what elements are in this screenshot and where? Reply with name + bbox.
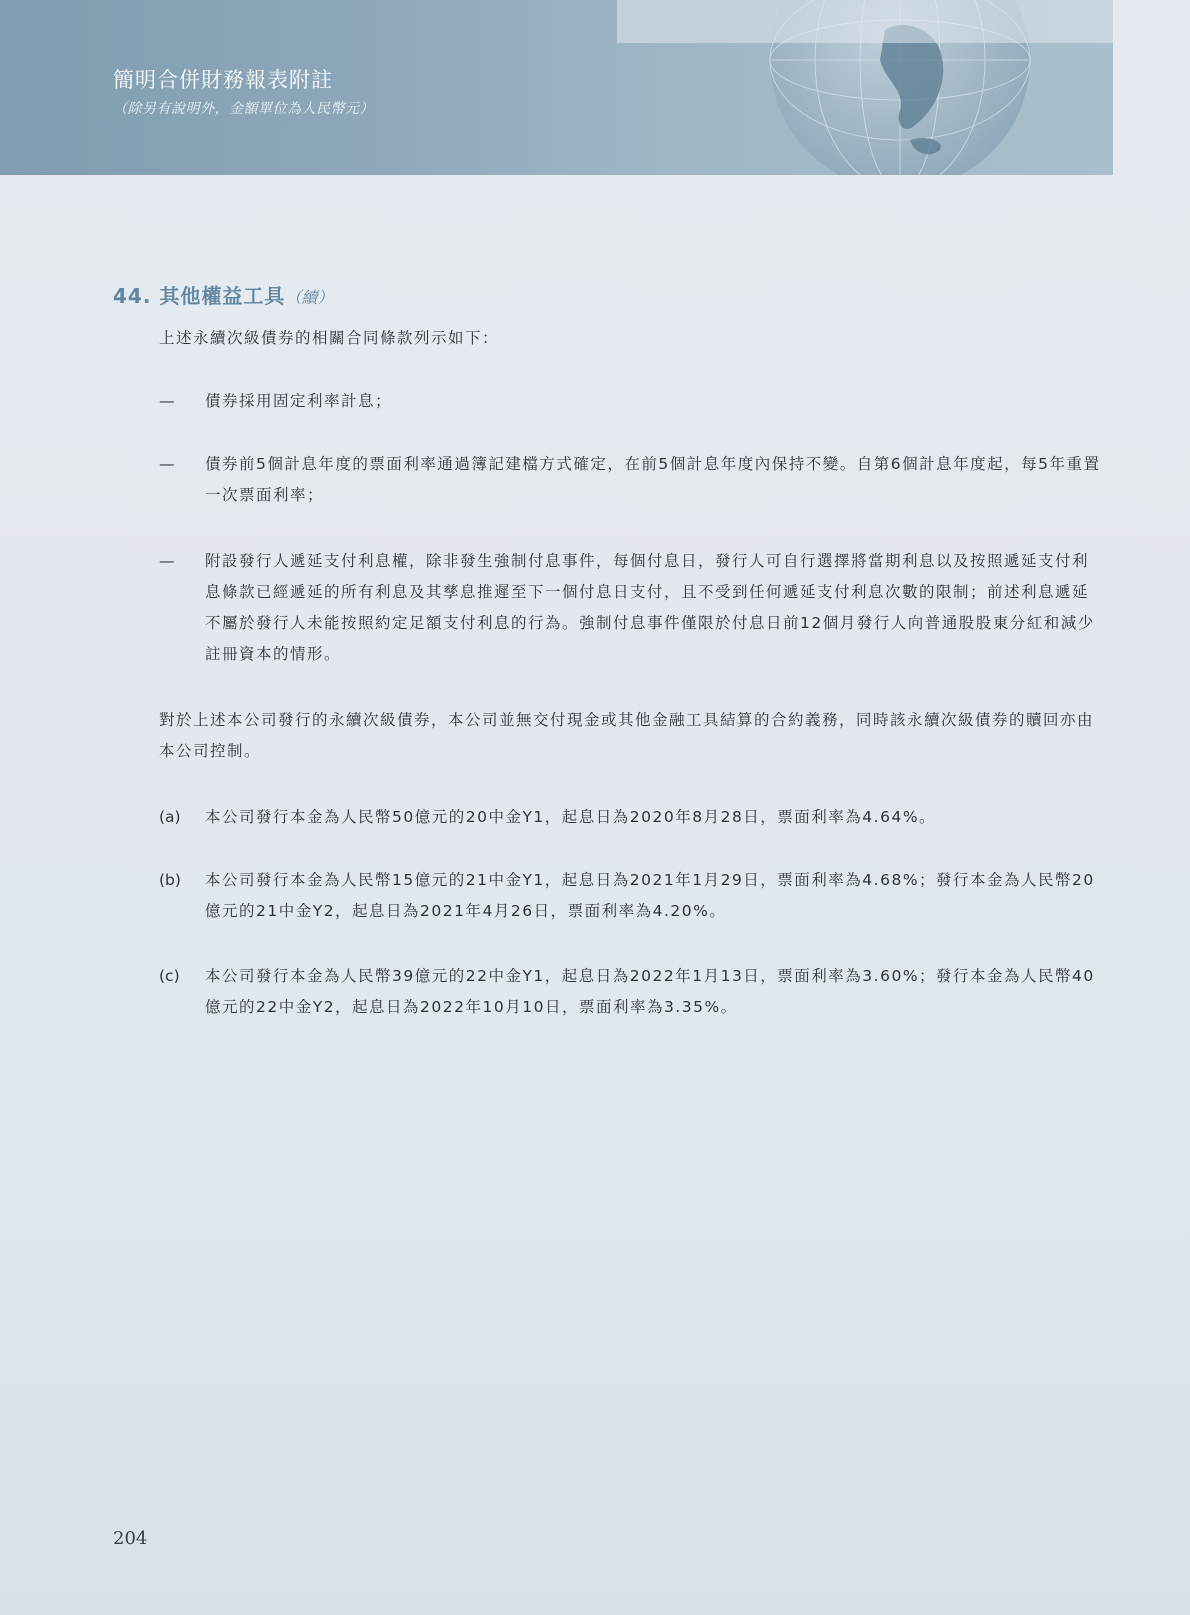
header-right-strip — [1113, 43, 1190, 175]
item-marker: (a) — [159, 808, 181, 826]
issue-text: 本公司發行本金為人民幣50億元的20中金Y1，起息日為2020年8月28日，票面利率為4.64%。 — [205, 808, 937, 826]
section-number: 44. — [113, 284, 152, 308]
page-number: 204 — [113, 1528, 148, 1549]
term-text: 附設發行人遞延支付利息權，除非發生強制付息事件，每個付息日，發行人可自行選擇將當期利息以及按照遞延支付利息條款已經遞延的所有利息及其孳息推遲至下一個付息日支付，且不受到任何遞延支付利息次數的限制；前述利息遞延不屬於發行人未能按照約定足額支付利息的行為。強制付息事件僅限於付息日前12個月發行人向普通股股東分紅和減少註冊資本的情形。 — [205, 552, 1095, 663]
section-heading — [113, 280, 333, 309]
issue-text: 本公司發行本金為人民幣15億元的21中金Y1，起息日為2021年1月29日，票面利率為4.68%；發行本金為人民幣20億元的21中金Y2，起息日為2021年4月26日，票面利率為4.20%。 — [205, 871, 1095, 920]
term-text: 債券採用固定利率計息； — [205, 392, 393, 410]
item-marker: (c) — [159, 967, 180, 985]
term-item — [159, 449, 1105, 511]
dash-marker: — — [159, 552, 175, 570]
issue-text: 本公司發行本金為人民幣39億元的22中金Y1，起息日為2022年1月13日，票面利率為3.60%；發行本金為人民幣40億元的22中金Y2，起息日為2022年10月10日，票面利率為3.35%。 — [205, 967, 1095, 1016]
intro-paragraph: 上述永續次級債券的相關合同條款列示如下： — [159, 329, 500, 347]
term-text: 債券前5個計息年度的票面利率通過簿記建檔方式確定，在前5個計息年度內保持不變。自第6個計息年度起，每5年重置一次票面利率； — [205, 455, 1101, 504]
issue-item — [159, 961, 1105, 1023]
header-title: 簡明合併財務報表附註 — [113, 68, 333, 92]
header-subtitle: （除另有說明外，金額單位為人民幣元） — [113, 101, 374, 117]
issue-item — [159, 865, 1105, 927]
item-marker: (b) — [159, 871, 181, 889]
dash-marker: — — [159, 455, 175, 473]
section-continued: （續） — [285, 288, 334, 307]
term-item — [159, 546, 1105, 670]
obligation-paragraph: 對於上述本公司發行的永續次級債券，本公司並無交付現金或其他金融工具結算的合約義務，同時該永續次級債券的贖回亦由本公司控制。 — [159, 711, 1095, 760]
header-tab-decoration — [617, 0, 1190, 43]
issue-item — [159, 802, 1105, 833]
term-item — [159, 386, 1105, 417]
section-title: 其他權益工具 — [159, 284, 286, 308]
dash-marker: — — [159, 392, 175, 410]
